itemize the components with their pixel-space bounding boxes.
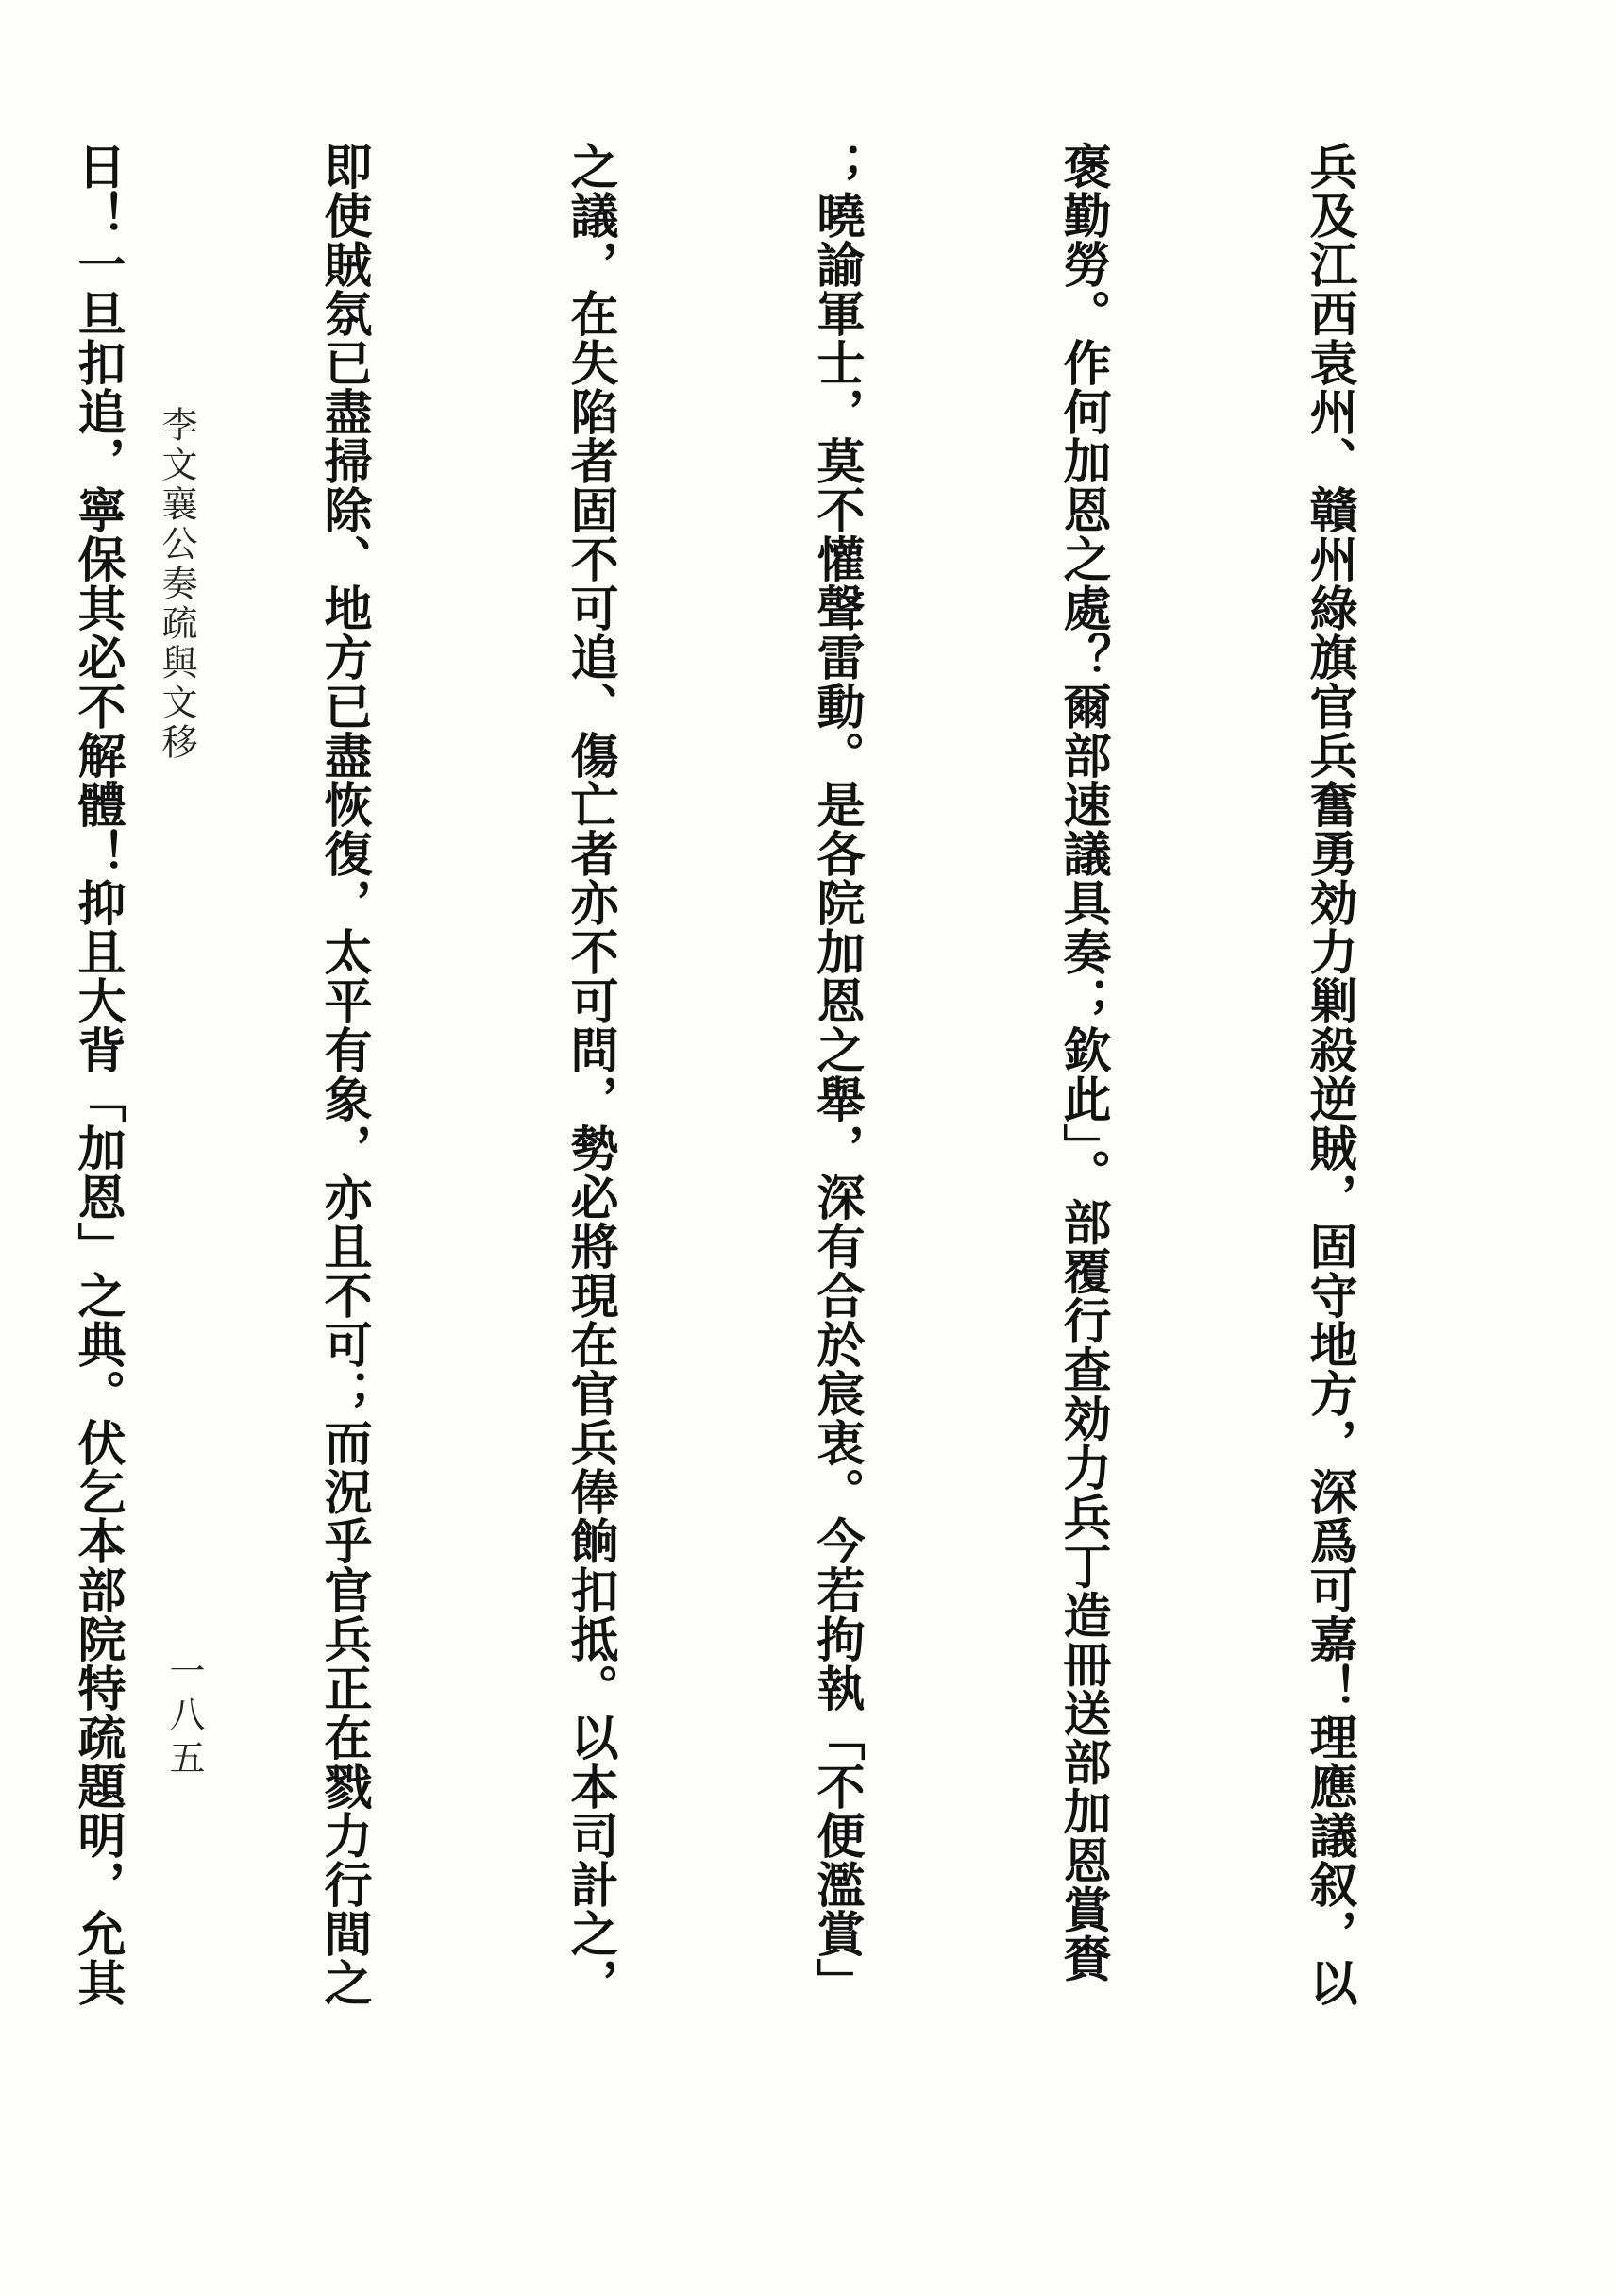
running-title: 李文襄公奏疏與文移 <box>156 406 197 763</box>
text-column: ；曉諭軍士，莫不懽聲雷動。是各院加恩之舉，深有合於宸衷。今若拘執「不便濫賞」 <box>808 142 865 2007</box>
text-column: 即使賊氛已盡掃除、地方已盡恢復，太平有象，亦且不可；而況乎官兵正在戮力行間之 <box>315 142 372 2007</box>
text-column: 日！一旦扣追，寧保其必不解體！抑且大背「加恩」之典。伏乞本部院特疏題明，允其 <box>69 142 126 2007</box>
text-column: 褒勤勞。作何加恩之處？爾部速議具奏；欽此」。部覆行查効力兵丁造冊送部加恩賞賚 <box>1054 142 1111 1984</box>
text-column: 兵及江西袁州、贛州綠旗官兵奮勇効力剿殺逆賊，固守地方，深爲可嘉！理應議叙，以 <box>1301 142 1357 2007</box>
text-column: 之議，在失陷者固不可追、傷亡者亦不可問，勢必將現在官兵俸餉扣抵。以本司計之， <box>562 142 618 2007</box>
page-number: 一八五 <box>163 1652 205 1782</box>
